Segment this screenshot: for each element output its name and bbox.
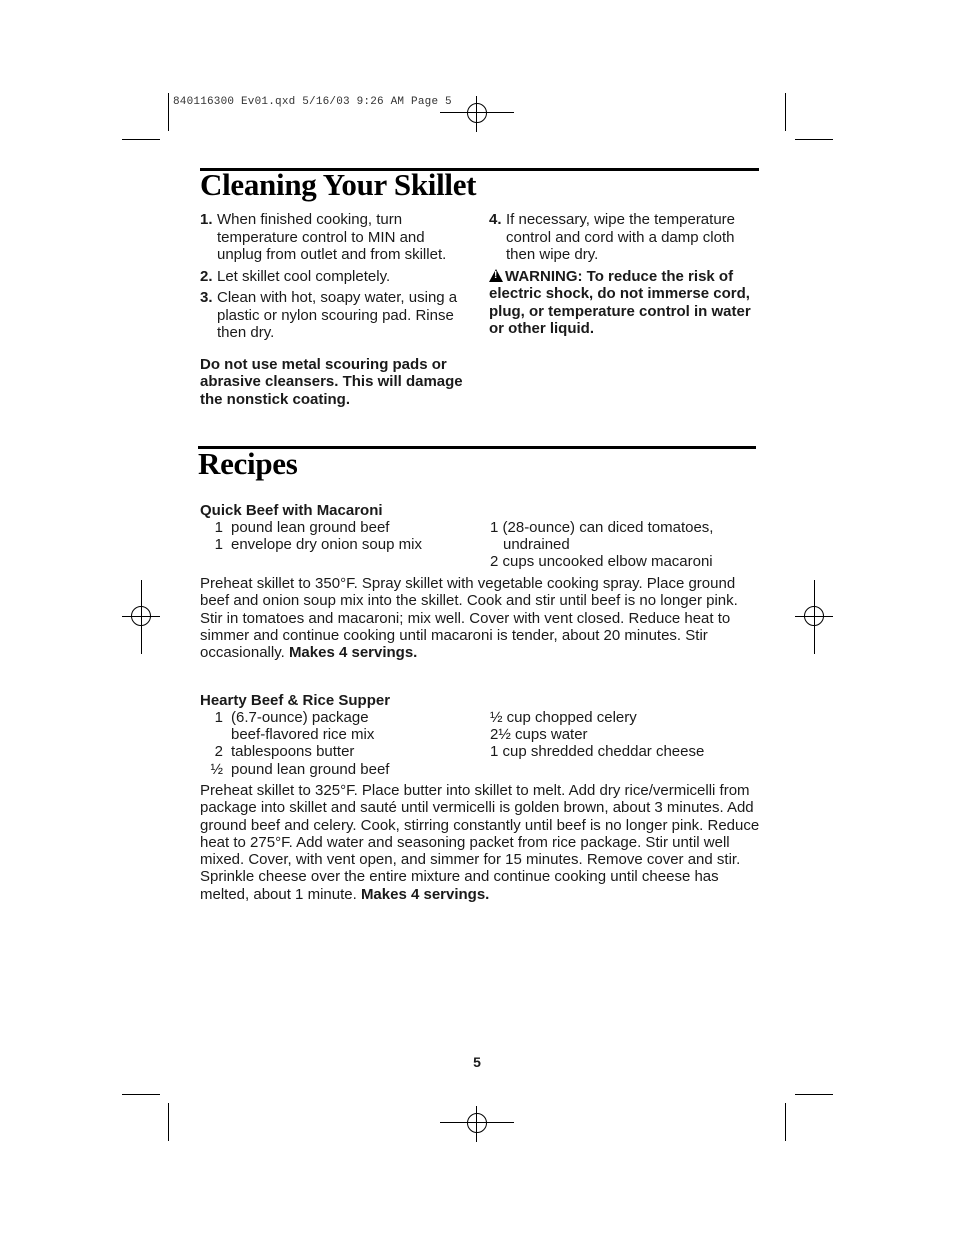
ingredient-list (200, 709, 389, 778)
crop-mark (795, 1094, 833, 1095)
cleaning-steps-continued (489, 211, 757, 264)
page-number: 5 (473, 1054, 481, 1070)
ingredient-item-continued: undrained (503, 536, 570, 554)
recipes-heading: Recipes (198, 446, 298, 481)
crop-mark (168, 93, 169, 131)
cleaning-step: 3. Clean with hot, soapy water, using a plastic or nylon scouring pad. Rinse then dry. (200, 289, 458, 341)
crop-mark (122, 1094, 160, 1095)
caution-note: Do not use metal scouring pads or abrasive cleansers. This will damage the nonstick coating. (200, 355, 463, 408)
recipe-yield: Makes 4 servings. (360, 885, 490, 903)
printer-slug: 840116300 Ev01.qxd 5/16/03 9:26 AM Page 5 (173, 96, 452, 108)
crop-mark (785, 93, 786, 131)
ingredient-item: 2½ cups water (490, 726, 588, 744)
cleaning-left-column (200, 211, 470, 408)
cleaning-right-column (489, 211, 757, 338)
ingredient-item: 1 (6.7-ounce) package (214, 709, 369, 726)
cleaning-step: 1. When finished cooking, turn temperature control to MIN and unplug from outlet and from skillet. (200, 211, 447, 263)
recipe-title: Hearty Beef & Rice Supper (200, 692, 391, 709)
cleaning-step: 4. If necessary, wipe the temperature control and cord with a damp cloth then wipe dry. (489, 211, 735, 263)
recipe-yield: Makes 4 servings. (288, 644, 418, 662)
warning-note: !WARNING: To reduce the risk of electric shock, do not immerse cord, plug, or temperature control in water or other liquid. (489, 268, 757, 338)
crop-mark (122, 139, 160, 140)
crop-mark (785, 1103, 786, 1141)
cleaning-heading: Cleaning Your Skillet (200, 167, 477, 202)
ingredient-item-continued: beef-flavored rice mix (231, 726, 375, 744)
ingredient-list (200, 519, 422, 553)
crop-mark (795, 139, 833, 140)
crop-mark (168, 1103, 169, 1141)
ingredient-item: 1 cup shredded cheddar cheese (490, 743, 705, 761)
ingredient-item: 2 tablespoons butter (214, 743, 355, 761)
ingredient-item: ½ cup chopped celery (490, 709, 637, 726)
recipe-directions: Preheat skillet to 350°F. Spray skillet with vegetable cooking spray. Place ground beef and onion soup mix into the skillet. Cook and stir until beef is no longer pink. Stir in tomatoes and macaroni; mix well. Cover with vent closed. Reduce heat to simmer and continue cooking until macaroni is tender, about 20 minutes. Stir occasionally. Makes 4 servings. (200, 575, 738, 662)
ingredient-list (490, 709, 704, 761)
cleaning-step: 2. Let skillet cool completely. (200, 267, 391, 285)
ingredient-item: 1 pound lean ground beef (214, 519, 390, 536)
ingredient-item: 1 envelope dry onion soup mix (214, 536, 422, 554)
ingredient-item: 1 (28-ounce) can diced tomatoes, (490, 519, 714, 536)
ingredient-list (490, 519, 713, 571)
ingredient-item: 2 cups uncooked elbow macaroni (490, 553, 713, 571)
recipe-title: Quick Beef with Macaroni (200, 502, 383, 519)
warning-icon (489, 269, 503, 282)
cleaning-steps (200, 211, 470, 342)
ingredient-item: ½ pound lean ground beef (210, 760, 390, 778)
recipe-directions: Preheat skillet to 325°F. Place butter into skillet to melt. Add dry rice/vermicelli from package into skillet and sauté until vermicelli is golden brown, about 3 minutes. Add ground beef and celery. Cook, stirring constantly until beef is no longer pink. Reduce heat to 275°F. Add water and seasoning packet from rice package. Stir until well mixed. Cover, with vent open, and simmer for 15 minutes. Remove cover and stir. Sprinkle cheese over the entire mixture and continue cooking until cheese has melted, about 1 minute. Makes 4 servings. (200, 782, 760, 903)
